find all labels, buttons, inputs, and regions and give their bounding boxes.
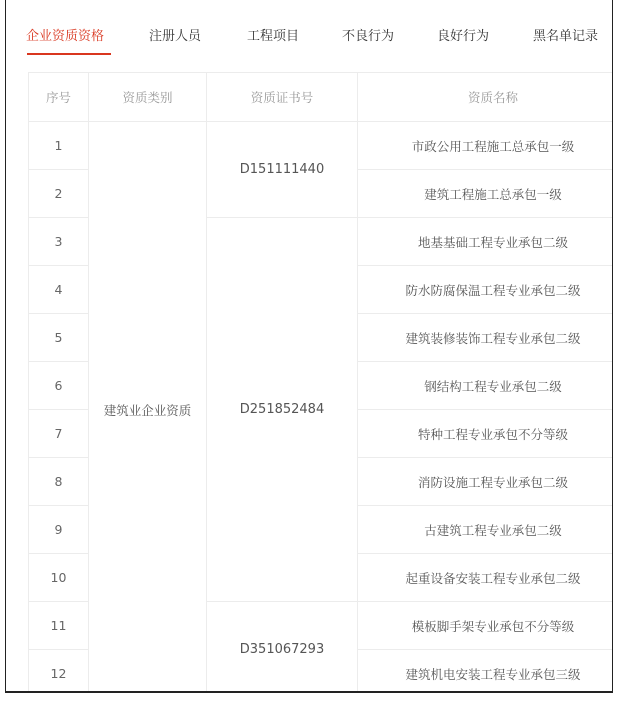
cert-number: D151111440 <box>207 122 358 218</box>
tab-good-behavior[interactable]: 良好行为 <box>437 29 490 44</box>
tab-registered-personnel[interactable]: 注册人员 <box>149 29 202 44</box>
qualification-name: 建筑装修装饰工程专业承包二级 <box>358 314 614 362</box>
header-qualification-name: 资质名称 <box>358 73 614 122</box>
tab-bar <box>6 0 612 60</box>
qualification-name: 模板脚手架专业承包不分等级 <box>358 602 614 650</box>
row-index: 2 <box>29 170 89 218</box>
qualification-name: 消防设施工程专业承包二级 <box>358 458 614 506</box>
header-category: 资质类别 <box>89 73 207 122</box>
row-index: 3 <box>29 218 89 266</box>
table-row <box>29 122 614 170</box>
row-index: 4 <box>29 266 89 314</box>
table-header-row <box>29 73 614 122</box>
qualification-name: 特种工程专业承包不分等级 <box>358 410 614 458</box>
row-index: 7 <box>29 410 89 458</box>
qualification-name: 建筑机电安装工程专业承包三级 <box>358 650 614 694</box>
cert-number: D251852484 <box>207 218 358 602</box>
tab-blacklist-records[interactable]: 黑名单记录 <box>533 29 599 44</box>
qualification-name: 起重设备安装工程专业承包二级 <box>358 554 614 602</box>
cert-number: D351067293 <box>207 602 358 694</box>
qualification-name: 建筑工程施工总承包一级 <box>358 170 614 218</box>
tab-engineering-projects[interactable]: 工程项目 <box>247 29 300 44</box>
qualification-name: 钢结构工程专业承包二级 <box>358 362 614 410</box>
header-cert-number: 资质证书号 <box>207 73 358 122</box>
row-index: 8 <box>29 458 89 506</box>
tab-enterprise-qualification[interactable]: 企业资质资格 <box>26 29 105 44</box>
active-tab-indicator <box>27 53 111 55</box>
row-index: 6 <box>29 362 89 410</box>
qualification-name: 防水防腐保温工程专业承包二级 <box>358 266 614 314</box>
row-index: 12 <box>29 650 89 694</box>
tab-bad-behavior[interactable]: 不良行为 <box>342 29 395 44</box>
qualification-name: 地基基础工程专业承包二级 <box>358 218 614 266</box>
qualification-table <box>28 72 613 693</box>
row-index: 11 <box>29 602 89 650</box>
row-index: 10 <box>29 554 89 602</box>
qualification-name: 市政公用工程施工总承包一级 <box>358 122 614 170</box>
row-index: 1 <box>29 122 89 170</box>
row-index: 9 <box>29 506 89 554</box>
qualification-category: 建筑业企业资质 <box>89 122 207 694</box>
company-qualification-panel <box>5 0 613 693</box>
header-index: 序号 <box>29 73 89 122</box>
row-index: 5 <box>29 314 89 362</box>
qualification-name: 古建筑工程专业承包二级 <box>358 506 614 554</box>
